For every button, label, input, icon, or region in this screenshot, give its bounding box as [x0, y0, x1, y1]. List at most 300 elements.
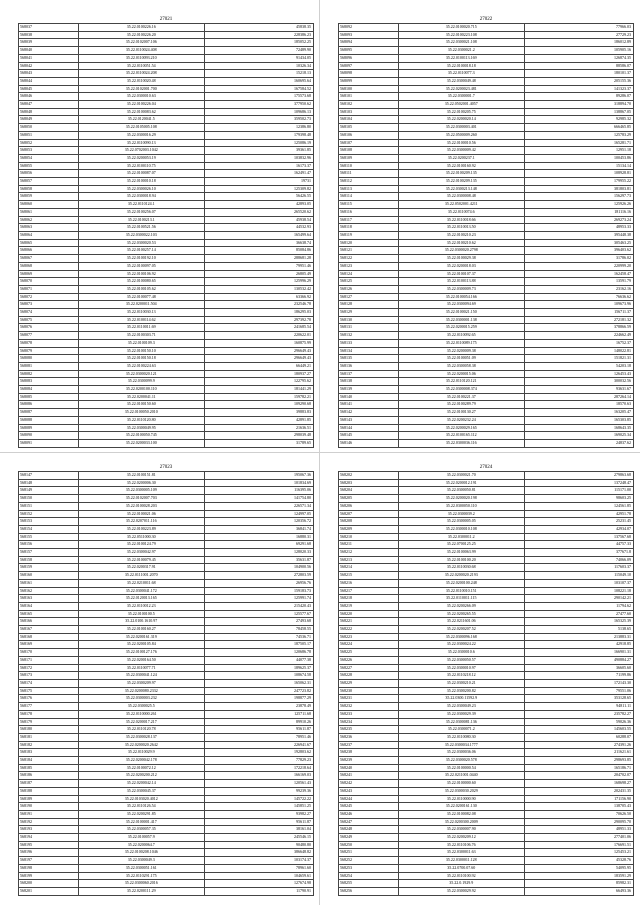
table-row: [19, 872, 314, 880]
cadastral-number: 35.22.0200020.2642: [78, 741, 204, 749]
table-row: [339, 803, 634, 811]
table-row: [339, 626, 634, 634]
row-number: 568194: [19, 834, 79, 842]
cadastral-number: 35.22.0200015.259: [398, 324, 524, 332]
cadastral-number: 35.22.0110106.76: [398, 841, 524, 849]
table-row: [19, 541, 314, 549]
value: 45938.54: [204, 216, 313, 224]
cadastral-number: 35.22.0100150.10: [78, 347, 204, 355]
value: 56426.55: [204, 193, 313, 201]
cadastral-number: 35.22.0300039.2: [398, 510, 524, 518]
row-number: 568206: [339, 502, 399, 510]
cadastral-number: 35.22.0300094.69: [398, 301, 524, 309]
row-number: 568169: [19, 641, 79, 649]
table-row: [339, 224, 634, 232]
table-row: [339, 309, 634, 317]
row-number: 568207: [339, 510, 399, 518]
cadastral-number: 35.22.0100303.71: [78, 332, 204, 340]
row-number: 568133: [339, 339, 399, 347]
table-row: [19, 39, 314, 47]
table-row: [339, 549, 634, 557]
value: 226571.34: [204, 502, 313, 510]
row-number: 568243: [339, 787, 399, 795]
cadastral-number: 35.22.0300010.108: [398, 525, 524, 533]
table-row: [19, 487, 314, 495]
row-number: 568196: [19, 849, 79, 857]
value: 117603.37: [524, 564, 633, 572]
value: 138705.43: [524, 803, 633, 811]
row-number: 568124: [339, 270, 399, 278]
row-number: 568162: [19, 587, 79, 595]
cadastral-number: 35.22.0100057.9: [78, 834, 204, 842]
cadastral-number: 35.22.0100127.176: [78, 649, 204, 657]
row-number: 568061: [19, 208, 79, 216]
table-row: [19, 255, 314, 263]
row-number: 568225: [339, 649, 399, 657]
value: 18570.63: [524, 401, 633, 409]
value: 125086.19: [204, 139, 313, 147]
table-row: [19, 510, 314, 518]
row-number: 568048: [19, 108, 79, 116]
cadastral-number: 35.22.0100124.79: [78, 541, 204, 549]
cadastral-number: 35.22.0100150.18: [78, 355, 204, 363]
table-row: [19, 726, 314, 734]
value: 378866.59: [524, 324, 633, 332]
cadastral-number: 35.22.0300049.95: [78, 424, 204, 432]
cadastral-number: 35.22.0300025.5: [78, 703, 204, 711]
row-number: 568039: [19, 39, 79, 47]
value: 124561.85: [524, 502, 633, 510]
value: 288681.28: [204, 255, 313, 263]
cadastral-number: 35.22.0100082.08: [398, 810, 524, 818]
value: 90480.80: [204, 841, 313, 849]
cadastral-number: 35.22.0300021.70: [398, 472, 524, 480]
value: 24837.62: [524, 439, 633, 447]
value: 15218.13: [204, 70, 313, 78]
cadastral-number: 35.22.0200291.85: [78, 810, 204, 818]
cadastral-number: 35.22.0300049.3: [78, 857, 204, 865]
table-row: [339, 664, 634, 672]
value: 89286.07: [524, 93, 633, 101]
cadastral-number: 35.22.0100113.169: [398, 54, 524, 62]
cadastral-number: 35.22.0100113.88: [398, 278, 524, 286]
value: 305463.25: [524, 239, 633, 247]
row-number: 568170: [19, 649, 79, 657]
table-row: [339, 780, 634, 788]
cadastral-number: 35.22.0100109.3: [78, 339, 204, 347]
row-number: 568233: [339, 710, 399, 718]
value: 70626.50: [524, 810, 633, 818]
row-number: 568108: [339, 147, 399, 155]
cadastral-number: 35.22.0110030.13: [78, 309, 204, 317]
row-number: 568245: [339, 803, 399, 811]
cadastral-number: 35.22.0200012.191: [398, 479, 524, 487]
row-number: 568118: [339, 224, 399, 232]
cadastral-number: 35.22.0200020.14: [398, 116, 524, 124]
value: 125783.29: [524, 131, 633, 139]
table-row: [19, 224, 314, 232]
cadastral-number: 35.22.0300008.48: [398, 193, 524, 201]
row-number: 568248: [339, 826, 399, 834]
table-row: [339, 247, 634, 255]
value: 165303.85: [524, 416, 633, 424]
row-number: 568127: [339, 293, 399, 301]
row-number: 568054: [19, 154, 79, 162]
row-number: 568167: [19, 626, 79, 634]
value: 71199.86: [524, 672, 633, 680]
value: 25231.45: [524, 518, 633, 526]
row-number: 568175: [19, 687, 79, 695]
table-row: [19, 618, 314, 626]
value: 66449.21: [204, 362, 313, 370]
table-row: [339, 556, 634, 564]
value: 26805.49: [204, 270, 313, 278]
row-number: 568209: [339, 525, 399, 533]
value: 11790.91: [204, 887, 313, 895]
row-number: 568160: [19, 572, 79, 580]
row-number: 568145: [339, 432, 399, 440]
table-row: [19, 239, 314, 247]
cadastral-number: 35.22.0100021.150: [398, 309, 524, 317]
cadastral-number: 35.22.0300016.29: [78, 131, 204, 139]
table-row: [339, 479, 634, 487]
value: 108221.18: [524, 587, 633, 595]
row-number: 568062: [19, 216, 79, 224]
cadastral-number: 35.22.0300022.103: [78, 231, 204, 239]
cadastral-number: 35.22.0100107.37: [398, 270, 524, 278]
table-row: [339, 93, 634, 101]
row-number: 568050: [19, 124, 79, 132]
value: 13591.79: [524, 278, 633, 286]
cadastral-number: 35.22.0200161.319: [78, 633, 204, 641]
row-number: 568204: [339, 487, 399, 495]
value: 377671.8: [524, 549, 633, 557]
value: 181116.16: [524, 208, 633, 216]
value: 490884.27: [524, 656, 633, 664]
row-number: 568123: [339, 262, 399, 270]
value: 12951.18: [524, 147, 633, 155]
table-row: [339, 31, 634, 39]
row-number: 568102: [339, 101, 399, 109]
value: 115171.00: [524, 487, 633, 495]
row-number: 568100: [339, 85, 399, 93]
cadastral-number: 35.22.0120041.5: [78, 116, 204, 124]
row-number: 568231: [339, 695, 399, 703]
cadastral-number: 35.22.0110051.54: [78, 62, 204, 70]
cadastral-number: 35.22.0300003.401: [398, 124, 524, 132]
table-row: [339, 147, 634, 155]
table-row: [19, 602, 314, 610]
table-row: [339, 887, 634, 895]
value: 235782.27: [524, 710, 633, 718]
row-number: 568239: [339, 757, 399, 765]
table-row: [19, 162, 314, 170]
table-row: [19, 262, 314, 270]
table-row: [339, 533, 634, 541]
cadastral-number: 35.22.0200011.504: [78, 301, 204, 309]
table-row: [19, 201, 314, 209]
table-row: [339, 487, 634, 495]
cadastral-number: 35.22.0100018.18: [398, 62, 524, 70]
value: 120686.78: [204, 649, 313, 657]
value: 166169.03: [204, 772, 313, 780]
table-row: [339, 301, 634, 309]
value: 91434.05: [204, 54, 313, 62]
cadastral-number: 35.22.0300010.97: [398, 664, 524, 672]
table-row: [19, 247, 314, 255]
table-panel-4: [338, 464, 634, 896]
table-row: [19, 572, 314, 580]
row-number: 568197: [19, 857, 79, 865]
cadastral-number: 35.22.0100001.417: [78, 818, 204, 826]
table-row: [19, 695, 314, 703]
cadastral-number: 35.22.0100050.2010: [78, 409, 204, 417]
cadastral-number: 35.22.0100110.75: [78, 162, 204, 170]
table-row: [19, 355, 314, 363]
cadastral-number: 35.22.0110030.68: [398, 564, 524, 572]
table-row: [19, 810, 314, 818]
table-row: [19, 77, 314, 85]
row-number: 568188: [19, 787, 79, 795]
table-row: [19, 495, 314, 503]
value: 74536.71: [204, 633, 313, 641]
cadastral-number: 35.22.0300042.97: [78, 549, 204, 557]
row-number: 568065: [19, 239, 79, 247]
value: 77829.23: [204, 757, 313, 765]
row-number: 568240: [339, 764, 399, 772]
value: 165499.64: [204, 231, 313, 239]
value: 16880.31: [204, 533, 313, 541]
value: 85982.31: [524, 880, 633, 888]
row-number: 568253: [339, 864, 399, 872]
table-row: [19, 185, 314, 193]
table-row: [19, 393, 314, 401]
table-row: [339, 564, 634, 572]
cadastral-number: 35.22.0300081.136: [398, 718, 524, 726]
cadastral-number: 35.22.0300058.38: [398, 362, 524, 370]
row-number: 568234: [339, 718, 399, 726]
table-row: [19, 70, 314, 78]
cadastral-number: 35.22.0110126.54: [78, 803, 204, 811]
cadastral-number: 35.22.0200209.12: [398, 834, 524, 842]
row-number: 568192: [19, 818, 79, 826]
cadastral-number: 35.22.0200033.100: [78, 439, 204, 447]
value: 85084.86: [204, 247, 313, 255]
table-row: [19, 887, 314, 895]
table-row: [19, 378, 314, 386]
table-row: [19, 139, 314, 147]
value: 103107.37: [524, 579, 633, 587]
value: 16173.37: [204, 162, 313, 170]
value: 186295.03: [204, 309, 313, 317]
cadastral-number: 35.22.0120013.165: [78, 595, 204, 603]
panel-title: 27022: [479, 17, 493, 22]
value: 141754.80: [204, 495, 313, 503]
value: 245546.15: [204, 834, 313, 842]
row-number: 568103: [339, 108, 399, 116]
value: 92985.32: [524, 116, 633, 124]
cadastral-number: 35.22.0300009.42: [398, 147, 524, 155]
row-number: 568144: [339, 424, 399, 432]
cadastral-number: 35.22.0110024.408: [78, 47, 204, 55]
cadastral-number: 35.22.0110120.78: [78, 726, 204, 734]
table-row: [19, 818, 314, 826]
row-number: 568178: [19, 710, 79, 718]
row-number: 568049: [19, 116, 79, 124]
cadastral-number: 35.22.0110120.121: [398, 378, 524, 386]
cadastral-number: 35.22.0100097.05: [78, 262, 204, 270]
value: 279863.68: [524, 472, 633, 480]
value: 115049.10: [524, 572, 633, 580]
panel-title: 27023: [159, 465, 173, 470]
cadastral-number: 35.22.0300011.63: [398, 849, 524, 857]
cadastral-number: 35.22.0200020.198: [398, 495, 524, 503]
cadastral-number: 35.22.0100100.5: [78, 610, 204, 618]
table-row: [19, 62, 314, 70]
cadastral-number: 35.22.0300036.06: [398, 749, 524, 757]
cadastral-number: 35.22.0300020.578: [398, 757, 524, 765]
cadastral-number: 35.22.0100210.23: [398, 231, 524, 239]
value: 300032.56: [524, 378, 633, 386]
cadastral-number: 35.22.0300051.161: [78, 864, 204, 872]
cadastral-number: 35.22.0300071.2: [398, 726, 524, 734]
cadastral-number: 35.22.0200317.91: [78, 564, 204, 572]
table-row: [339, 518, 634, 526]
row-number: 568075: [19, 316, 79, 324]
cadastral-number: 35.22.0300029.39: [398, 710, 524, 718]
cadastral-number: 35.22.0300021.2: [398, 47, 524, 55]
value: 168643.35: [524, 424, 633, 432]
cadastral-number: 35.22.0300005.109: [78, 487, 204, 495]
value: 165281.71: [524, 139, 633, 147]
row-number: 568098: [339, 70, 399, 78]
value: 126874.35: [524, 54, 633, 62]
table-row: [19, 401, 314, 409]
row-number: 568184: [19, 757, 79, 765]
row-number: 568158: [19, 556, 79, 564]
table-row: [339, 472, 634, 480]
row-number: 568138: [339, 378, 399, 386]
cadastral-number: 35.22.0110013.50: [398, 224, 524, 232]
table-row: [19, 610, 314, 618]
cadastral-number: 35.22.0200200.212: [78, 772, 204, 780]
row-number: 568202: [339, 472, 399, 480]
table-row: [339, 525, 634, 533]
table-row: [339, 139, 634, 147]
row-number: 568193: [19, 826, 79, 834]
cadastral-number: 35.22.0110100.92: [398, 872, 524, 880]
table-row: [339, 757, 634, 765]
cadastral-number: 35.22.0100079.45: [78, 556, 204, 564]
table-row: [339, 154, 634, 162]
cadastral-number: 35.22.0100160.92: [398, 162, 524, 170]
table-row: [339, 841, 634, 849]
value: 181441.29: [204, 386, 313, 394]
table-row: [19, 710, 314, 718]
value: 247723.82: [204, 687, 313, 695]
row-number: 568045: [19, 85, 79, 93]
table-row: [339, 741, 634, 749]
cadastral-number: 35.22.0300049.23: [398, 703, 524, 711]
value: 296649.43: [204, 347, 313, 355]
table-row: [339, 649, 634, 657]
row-number: 568091: [19, 439, 79, 447]
row-number: 568198: [19, 864, 79, 872]
row-number: 568107: [339, 139, 399, 147]
table-row: [339, 108, 634, 116]
cadastral-number: 35.22.0102007.106: [78, 39, 204, 47]
table-row: [19, 479, 314, 487]
cadastral-number: 35.22.0100150.60: [78, 401, 204, 409]
table-row: [19, 347, 314, 355]
value: 141323.37: [524, 85, 633, 93]
table-row: [19, 301, 314, 309]
row-number: 568125: [339, 278, 399, 286]
row-number: 568256: [339, 887, 399, 895]
table-row: [339, 347, 634, 355]
cadastral-number: 35.22.0300020.2798: [398, 247, 524, 255]
row-number: 568136: [339, 362, 399, 370]
value: 359502.73: [204, 116, 313, 124]
cadastral-number: 35.22.0300.11592.9: [398, 695, 524, 703]
cadastral-number: 35.22.0200064.7: [78, 841, 204, 849]
row-number: 568173: [19, 672, 79, 680]
data-table: [18, 23, 314, 448]
value: 125453.21: [524, 849, 633, 857]
table-row: [19, 31, 314, 39]
value: 11794.62: [524, 602, 633, 610]
value: 381803.81: [524, 185, 633, 193]
table-row: [339, 378, 634, 386]
table-row: [19, 803, 314, 811]
data-table: [338, 471, 634, 896]
table-row: [339, 231, 634, 239]
value: 109673.96: [524, 301, 633, 309]
table-row: [339, 393, 634, 401]
table-row: [339, 85, 634, 93]
row-number: 568187: [19, 780, 79, 788]
row-number: 568060: [19, 201, 79, 209]
table-panel-1: [18, 16, 314, 448]
cadastral-number: 35.22.0300009.73: [398, 285, 524, 293]
cadastral-number: 35.22.0200237.1: [398, 154, 524, 162]
table-row: [339, 864, 634, 872]
value: 160695.64: [204, 77, 313, 85]
row-number: 568185: [19, 764, 79, 772]
value: 198877.29: [204, 695, 313, 703]
row-number: 568211: [339, 541, 399, 549]
table-row: [19, 780, 314, 788]
cadastral-number: 35.22.0300008.374: [398, 386, 524, 394]
table-row: [339, 270, 634, 278]
table-row: [339, 47, 634, 55]
value: 19731: [204, 178, 313, 186]
cadastral-number: 35.22.0110093.210: [78, 54, 204, 62]
cadastral-number: 35.22.0100223.89: [78, 525, 204, 533]
row-number: 568182: [19, 741, 79, 749]
cadastral-number: 35.22.0300049.48: [398, 77, 524, 85]
row-number: 568089: [19, 424, 79, 432]
value: 277401.06: [524, 834, 633, 842]
row-number: 568063: [19, 224, 79, 232]
row-number: 568113: [339, 185, 399, 193]
table-row: [19, 664, 314, 672]
cadastral-number: 35.22.0300010.63: [78, 93, 204, 101]
table-row: [19, 880, 314, 888]
row-number: 568040: [19, 47, 79, 55]
row-number: 568092: [339, 24, 399, 32]
row-number: 568071: [19, 285, 79, 293]
